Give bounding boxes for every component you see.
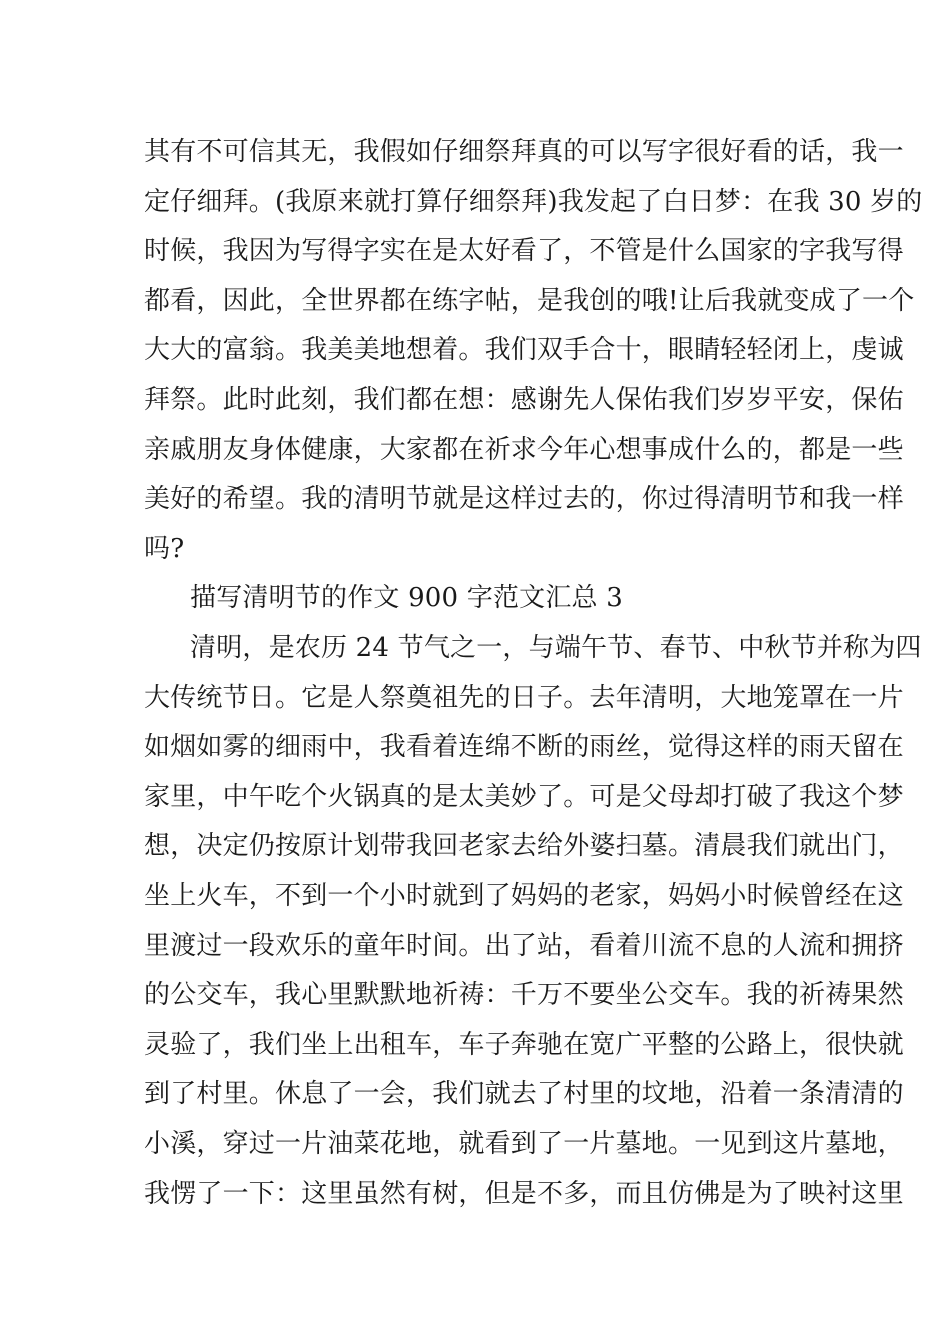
text-line: 亲戚朋友身体健康，大家都在祈求今年心想事成什么的，都是一些: [144, 435, 904, 465]
text-line: 都看，因此，全世界都在练字帖，是我创的哦!让后我就变成了一个: [144, 286, 915, 316]
text-line: 时候，我因为写得字实在是太好看了，不管是什么国家的字我写得: [144, 236, 904, 266]
text-line: 美好的希望。我的清明节就是这样过去的，你过得清明节和我一样: [144, 484, 904, 514]
text-line: 大大的富翁。我美美地想着。我们双手合十，眼睛轻轻闭上，虔诚: [144, 335, 904, 365]
text-line: 想，决定仍按原计划带我回老家去给外婆扫墓。清晨我们就出门，: [144, 831, 904, 861]
text-line: 如烟如雾的细雨中，我看着连绵不断的雨丝，觉得这样的雨天留在: [144, 732, 904, 762]
text-line: 拜祭。此时此刻，我们都在想：感谢先人保佑我们岁岁平安，保佑: [144, 385, 904, 415]
text-line: 坐上火车，不到一个小时就到了妈妈的老家，妈妈小时候曾经在这: [144, 881, 904, 911]
section-heading: 描写清明节的作文 900 字范文汇总 3: [190, 583, 623, 613]
text-line: 我愣了一下：这里虽然有树，但是不多，而且仿佛是为了映衬这里: [144, 1179, 904, 1209]
text-line: 的公交车，我心里默默地祈祷：千万不要坐公交车。我的祈祷果然: [144, 980, 904, 1010]
text-line: 灵验了，我们坐上出租车，车子奔驰在宽广平整的公路上，很快就: [144, 1030, 904, 1060]
text-line: 大传统节日。它是人祭奠祖先的日子。去年清明，大地笼罩在一片: [144, 683, 904, 713]
text-line: 清明，是农历 24 节气之一，与端午节、春节、中秋节并称为四: [190, 633, 922, 663]
text-line: 其有不可信其无，我假如仔细祭拜真的可以写字很好看的话，我一: [144, 137, 904, 167]
text-line: 吗?: [144, 534, 185, 564]
text-line: 到了村里。休息了一会，我们就去了村里的坟地，沿着一条清清的: [144, 1079, 904, 1109]
text-line: 里渡过一段欢乐的童年时间。出了站，看着川流不息的人流和拥挤: [144, 931, 904, 961]
text-line: 家里，中午吃个火锅真的是太美妙了。可是父母却打破了我这个梦: [144, 782, 904, 812]
text-line: 小溪，穿过一片油菜花地，就看到了一片墓地。一见到这片墓地，: [144, 1129, 904, 1159]
text-line: 定仔细拜。(我原来就打算仔细祭拜)我发起了白日梦：在我 30 岁的: [144, 187, 923, 217]
